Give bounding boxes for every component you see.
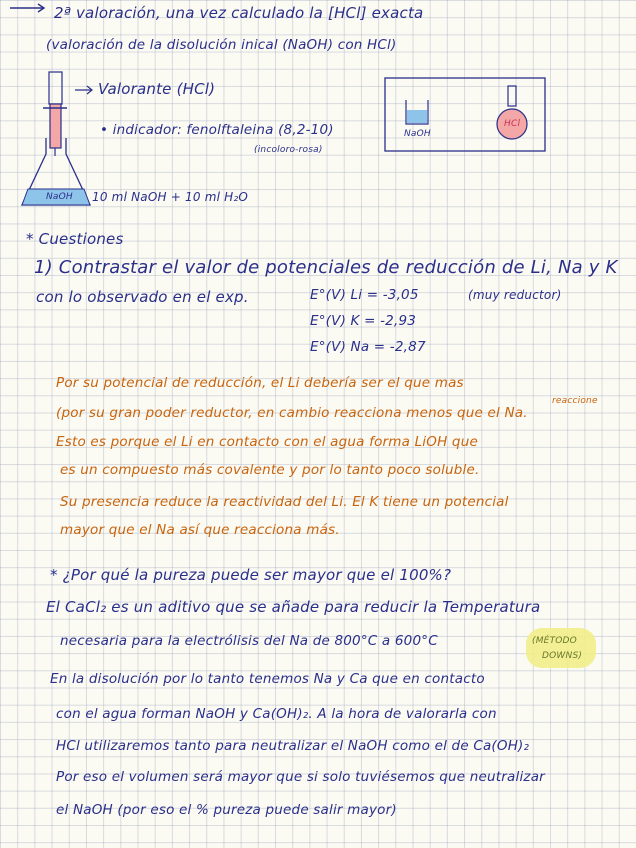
q2-line-2: necesaria para la electrólisis del Na de 800°C a 600°C [60, 633, 438, 649]
answer1-line-6: mayor que el Na así que reacciona más. [60, 522, 340, 538]
box-flask-label: HCl [504, 119, 521, 129]
box-beaker-label: NaOH [404, 129, 431, 139]
e-li-note: (muy reductor) [468, 288, 562, 302]
q1-line-2: con lo observado en el exp. [36, 288, 249, 306]
e-na: E°(V) Na = -2,87 [310, 339, 426, 355]
volumes-label: 10 ml NaOH + 10 ml H₂O [92, 190, 249, 204]
header-arrow-icon [10, 4, 44, 12]
answer1-note: reaccione [552, 396, 598, 406]
q2-line-4: con el agua forman NaOH y Ca(OH)₂. A la hora de valorarla con [56, 706, 497, 722]
valorante-arrow-icon [75, 86, 92, 94]
section-title: * Cuestiones [26, 230, 124, 248]
q1-line-1: 1) Contrastar el valor de potenciales de reducción de Li, Na y K [34, 257, 618, 278]
e-li: E°(V) Li = -3,05 [310, 287, 419, 303]
header-line-1: 2ª valoración, una vez calculado la [HCl] exacta [54, 4, 424, 22]
indicador-label: • indicador: fenolftaleina (8,2-10) [100, 122, 334, 138]
metodo-label-1: (MÉTODO [532, 636, 577, 646]
indicador-note: (incoloro-rosa) [254, 145, 323, 155]
answer1-line-1: Por su potencial de reducción, el Li debería ser el que mas [56, 375, 464, 391]
q2-line-7: el NaOH (por eso el % pureza puede salir mayor) [56, 802, 397, 818]
q2-line-1: El CaCl₂ es un aditivo que se añade para reducir la Temperatura [46, 598, 541, 616]
header-line-2: (valoración de la disolución inical (NaOH) con HCl) [46, 37, 397, 53]
answer1-line-4: es un compuesto más covalente y por lo tanto poco soluble. [60, 462, 480, 478]
e-k: E°(V) K = -2,93 [310, 313, 417, 329]
valorante-label: Valorante (HCl) [98, 80, 216, 98]
answer1-line-2: (por su gran poder reductor, en cambio reacciona menos que el Na. [56, 405, 528, 421]
answer1-line-5: Su presencia reduce la reactividad del Li. El K tiene un potencial [60, 494, 509, 510]
q2-title: * ¿Por qué la pureza puede ser mayor que el 100%? [50, 566, 452, 584]
flask-label: NaOH [46, 192, 73, 202]
metodo-label-2: DOWNS) [542, 651, 583, 661]
q2-line-6: Por eso el volumen será mayor que si solo tuviésemos que neutralizar [56, 769, 545, 785]
q2-line-3: En la disolución por lo tanto tenemos Na y Ca que en contacto [50, 671, 485, 687]
q2-line-5: HCl utilizaremos tanto para neutralizar el NaOH como el de Ca(OH)₂ [56, 738, 530, 754]
answer1-line-3: Esto es porque el Li en contacto con el agua forma LiOH que [56, 434, 478, 450]
metodo-highlight [526, 628, 596, 668]
reagent-box [385, 78, 545, 151]
